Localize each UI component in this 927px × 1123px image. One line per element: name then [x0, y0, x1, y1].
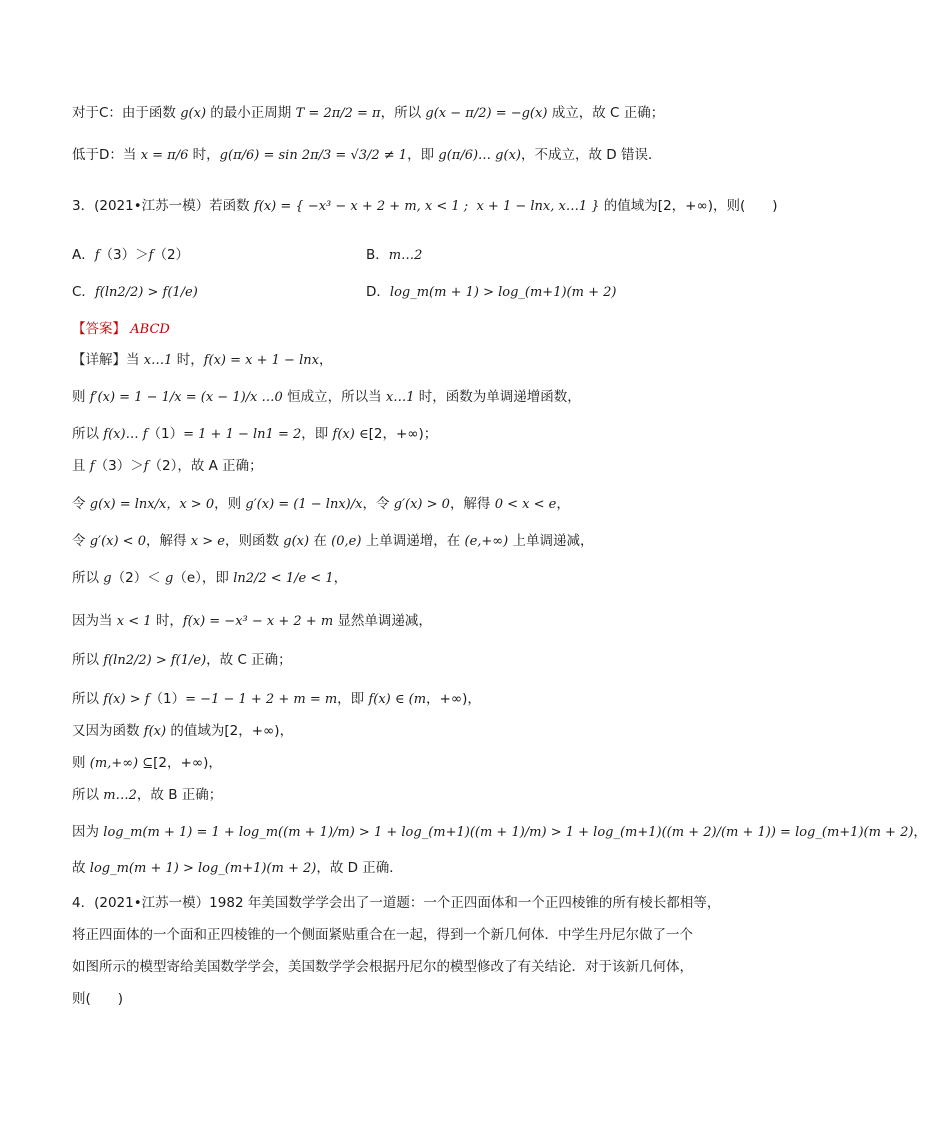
text-segment: 的值域为[2，+∞)，则( ) [599, 198, 778, 214]
text-segment: 因为 [72, 824, 104, 840]
math-expression: g [165, 571, 174, 586]
text-segment: 成立，故 C 正确； [547, 105, 665, 121]
text-segment: ，解得 [449, 496, 495, 512]
text-line [72, 200, 778, 214]
text-segment: ， [913, 824, 927, 840]
text-segment: ，则函数 [224, 533, 284, 549]
text-segment: ，则 [214, 496, 246, 512]
text-line [72, 654, 292, 668]
text-line [72, 460, 263, 474]
text-segment: 如图所示的模型寄给美国数学学会，美国数学学会根据丹尼尔的模型修改了有关结论．对于该新几何体， [72, 959, 693, 975]
text-line [72, 757, 222, 771]
text-segment: 在 [309, 533, 332, 549]
text-segment: 令 [72, 533, 90, 549]
text-segment: 又因为函数 [72, 723, 144, 739]
math-expression: g(x − π/2) = −g(x) [425, 106, 548, 121]
math-expression: (0,e) [331, 534, 362, 549]
math-expression: m…2 [103, 788, 137, 803]
text-line [72, 391, 581, 405]
text-segment: 因为当 [72, 613, 117, 629]
text-line [72, 862, 403, 876]
text-segment: 将正四面体的一个面和正四棱锥的一个侧面紧贴重合在一起，得到一个新几何体．中学生丹尼尔做了一个 [72, 927, 693, 943]
text-line [72, 354, 332, 368]
text-line [72, 897, 720, 911]
math-expression: (m,+∞) ⊆ [89, 756, 154, 771]
text-line [72, 693, 481, 707]
text-segment: 则( ) [72, 991, 124, 1007]
math-expression: f(x)… f [103, 427, 148, 442]
text-segment: ，令 [362, 496, 394, 512]
math-expression: (e,+∞) [464, 534, 509, 549]
math-expression: f [89, 459, 95, 474]
math-expression: f(x) ∈ [332, 427, 369, 442]
text-segment: （2）＜ [111, 570, 166, 586]
text-segment: 所以 [72, 570, 104, 586]
text-segment: 【详解】当 [72, 352, 144, 368]
text-segment: 对于C：由于函数 [72, 105, 181, 121]
text-segment: ，即 [407, 147, 439, 163]
math-expression: g(π/6) = sin 2π/3 = √3/2 ≠ 1 [219, 148, 408, 163]
text-segment: 则 [72, 389, 90, 405]
math-expression: log_m(m + 1) = 1 + log_m((m + 1)/m) > 1 + log_(m+1)((m + 1)/m) > 1 + log_(m+1)((m + 2)/(m + 1)) = log_(m+1)(m + 2) [103, 825, 914, 840]
text-segment: （2） [153, 247, 190, 263]
text-line [72, 498, 570, 512]
text-line [72, 993, 123, 1007]
text-segment: 上单调递增，在 [361, 533, 465, 549]
text-line [72, 107, 664, 121]
text-line [72, 428, 437, 442]
text-segment: ，所以 [380, 105, 426, 121]
math-expression: f(x) [143, 724, 167, 739]
math-expression: x = π/6 [140, 148, 189, 163]
text-segment: 的最小正周期 [206, 105, 296, 121]
text-line [72, 789, 222, 803]
text-segment: ，故 C 正确； [206, 652, 292, 668]
answer-line [72, 323, 170, 337]
text-segment: B． [366, 247, 389, 263]
text-line [72, 286, 198, 300]
math-expression: ABCD [130, 322, 170, 337]
text-segment: 【答案】 [72, 321, 131, 337]
math-expression: g(x) [180, 106, 207, 121]
text-segment: [2，+∞)， [153, 755, 222, 771]
math-expression: log_m(m + 1) > log_(m+1)(m + 2) [389, 285, 617, 300]
text-segment: 令 [72, 496, 90, 512]
text-segment: （e），即 [173, 570, 234, 586]
text-line [72, 725, 293, 739]
text-segment: D． [366, 284, 390, 300]
text-segment: 的值域为[2，+∞)， [166, 723, 294, 739]
math-expression: f [94, 248, 100, 263]
math-expression: m…2 [388, 248, 423, 263]
text-segment: ，故 B 正确； [136, 787, 223, 803]
math-expression: f(x) = −x³ − x + 2 + m [182, 614, 334, 629]
text-segment: 时， [151, 613, 183, 629]
text-segment: ，不成立，故 D 错误． [520, 147, 662, 163]
math-expression: f(x) ∈ (m [368, 692, 427, 707]
text-segment: （3）＞ [94, 458, 144, 474]
text-segment: [2，+∞)； [368, 426, 438, 442]
text-segment: ，解得 [145, 533, 191, 549]
text-segment: 3．(2021•江苏一模）若函数 [72, 198, 254, 214]
math-expression: x > e [190, 534, 225, 549]
text-segment: 时，函数为单调递增函数， [414, 389, 581, 405]
text-segment: ，即 [337, 691, 369, 707]
text-segment: 时， [172, 352, 204, 368]
text-segment: 则 [72, 755, 90, 771]
text-segment: 所以 [72, 426, 104, 442]
math-expression: f(x) = { −x³ − x + 2 + m, x < 1 ; x + 1 − lnx, x…1 } [253, 199, 600, 214]
math-expression: f(ln2/2) > f(1/e) [94, 285, 198, 300]
option-line [366, 286, 616, 300]
math-expression: x…1 [385, 390, 415, 405]
text-line [72, 249, 189, 263]
text-segment: A． [72, 247, 95, 263]
text-segment: 低于D：当 [72, 147, 141, 163]
text-segment: 所以 [72, 652, 104, 668]
text-segment: （1） [147, 426, 184, 442]
text-line [72, 929, 693, 943]
math-expression: = −1 − 1 + 2 + m = m [185, 692, 338, 707]
text-segment: 上单调递减， [508, 533, 594, 549]
text-segment: 所以 [72, 787, 104, 803]
text-segment: 故 [72, 860, 90, 876]
text-segment: （2），故 A 正确； [148, 458, 263, 474]
math-expression: x < 1 [116, 614, 152, 629]
text-segment: ， [556, 496, 570, 512]
math-expression: T = 2π/2 = π [295, 106, 381, 121]
text-segment: （3）＞ [99, 247, 149, 263]
math-expression: g [103, 571, 112, 586]
text-segment: ，故 D 正确． [316, 860, 403, 876]
text-segment: （1） [149, 691, 186, 707]
text-segment: 4．(2021•江苏一模）1982 年美国数学学会出了一道题：一个正四面体和一个正四棱锥的所有棱长都相等， [72, 895, 721, 911]
math-expression: g(π/6)… g(x) [438, 148, 521, 163]
text-line [72, 961, 693, 975]
math-expression: ln2/2 < 1/e < 1 [233, 571, 334, 586]
text-segment: ， [333, 570, 348, 586]
math-expression: f [148, 248, 154, 263]
text-segment: ， [318, 352, 333, 368]
math-expression: = 1 + 1 − ln1 = 2 [183, 427, 302, 442]
text-line [72, 826, 927, 840]
text-line [72, 572, 347, 586]
text-segment: 恒成立，所以当 [282, 389, 386, 405]
text-segment: 时， [188, 147, 220, 163]
text-segment: C． [72, 284, 95, 300]
text-segment: ，+∞)， [426, 691, 481, 707]
math-expression: g(x) = lnx/x，x > 0 [89, 497, 215, 512]
text-line [72, 615, 432, 629]
math-expression: log_m(m + 1) > log_(m+1)(m + 2) [89, 861, 317, 876]
math-expression: 0 < x < e [494, 497, 557, 512]
math-expression: f′(x) = 1 − 1/x = (x − 1)/x …0 [89, 390, 283, 405]
text-segment: 且 [72, 458, 90, 474]
math-expression: f(x) = x + 1 − lnx [203, 353, 319, 368]
math-expression: g′(x) < 0 [89, 534, 146, 549]
math-expression: x…1 [143, 353, 173, 368]
math-expression: f(x) > f [103, 692, 150, 707]
text-segment: 所以 [72, 691, 104, 707]
math-expression: g′(x) > 0 [393, 497, 450, 512]
math-expression: f [143, 459, 149, 474]
option-line [366, 249, 422, 263]
text-line [72, 535, 594, 549]
math-expression: g(x) [283, 534, 310, 549]
math-expression: f(ln2/2) > f(1/e) [103, 653, 207, 668]
text-segment: ，即 [301, 426, 333, 442]
text-segment: 显然单调递减， [333, 613, 432, 629]
math-expression: g′(x) = (1 − lnx)/x [245, 497, 363, 512]
text-line [72, 149, 661, 163]
